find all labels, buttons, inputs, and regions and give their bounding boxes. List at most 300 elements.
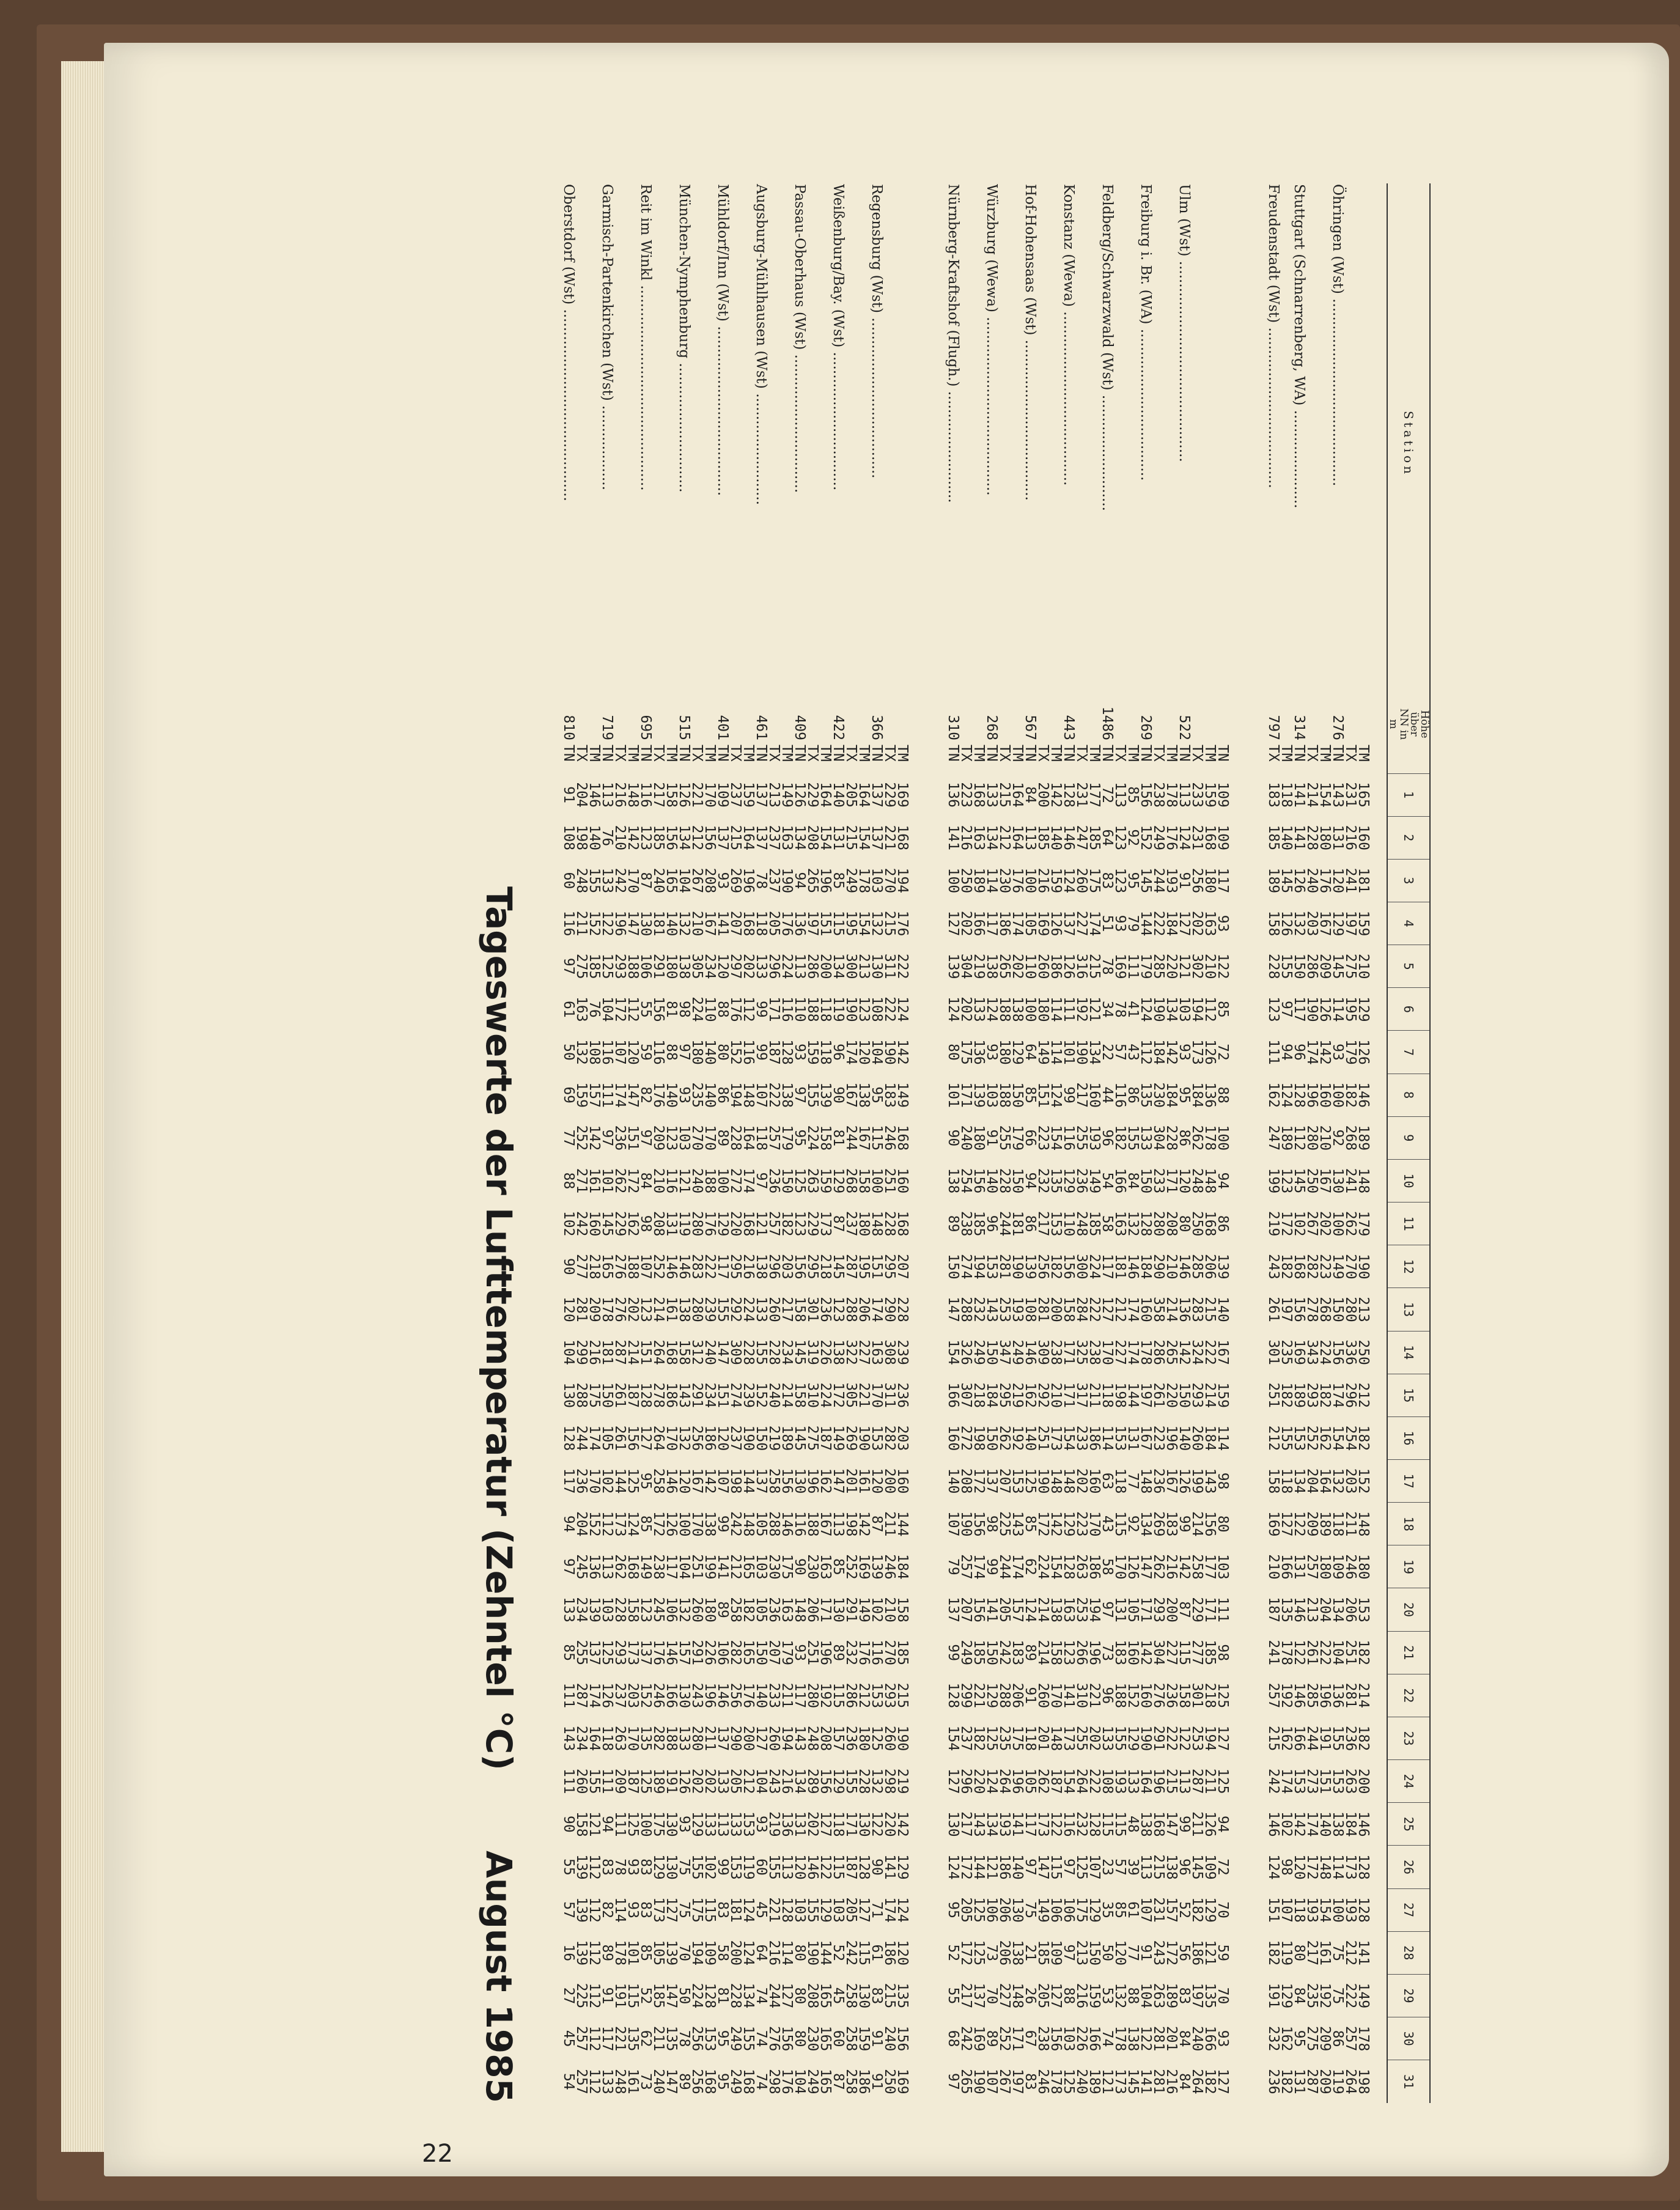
- temperature-cell: 165: [740, 1554, 756, 1580]
- day-header: 30: [1387, 2017, 1430, 2060]
- temperature-cell: 180: [1317, 825, 1333, 850]
- value-type: TX: [958, 745, 974, 762]
- temperature-cell: 52: [830, 1944, 846, 1962]
- temperature-cell: 142: [702, 1468, 718, 1494]
- temperature-cell: 130: [792, 1468, 808, 1494]
- temperature-cell: 41: [1125, 1001, 1141, 1018]
- temperature-cell: 111: [599, 1082, 615, 1108]
- value-type: TX: [766, 745, 782, 762]
- temperature-cell: 186: [1086, 1554, 1102, 1580]
- value-type: TX: [650, 745, 666, 762]
- temperature-cell: 221: [689, 782, 705, 808]
- temperature-cell: 120: [561, 1297, 577, 1322]
- temperature-cell: 252: [843, 1554, 859, 1580]
- temperature-cell: 166: [971, 910, 987, 937]
- temperature-cell: 257: [766, 1125, 782, 1151]
- value-type: TX: [728, 745, 743, 762]
- station-name: [1036, 183, 1049, 704]
- temperature-cell: 174: [1009, 1554, 1025, 1580]
- station-altitude: 461: [753, 715, 769, 740]
- temperature-cell: 126: [676, 782, 692, 808]
- day-header: 8: [1387, 1074, 1430, 1116]
- temperature-cell: 186: [1189, 1940, 1205, 1966]
- temperature-cell: 138: [1163, 1854, 1179, 1880]
- temperature-cell: 108: [561, 825, 577, 850]
- temperature-cell: 172: [830, 1382, 846, 1409]
- temperature-cell: 227: [1112, 1339, 1128, 1365]
- temperature-cell: 150: [945, 1254, 961, 1280]
- temperature-cell: 60: [753, 1858, 769, 1876]
- temperature-cell: 137: [753, 1468, 769, 1494]
- station-name: Konstanz (Wewa) .......................................: [1061, 184, 1077, 486]
- temperature-cell: 197: [1009, 2069, 1025, 2094]
- temperature-cell: 179: [1343, 1039, 1358, 1065]
- temperature-cell: 139: [971, 1082, 987, 1108]
- temperature-cell: 94: [1215, 1815, 1231, 1833]
- temperature-cell: 187: [625, 1382, 641, 1409]
- temperature-cell: 134: [984, 1811, 1000, 1837]
- temperature-cell: 182: [1355, 1725, 1371, 1751]
- temperature-cell: 122: [1176, 1725, 1192, 1751]
- temperature-cell: 326: [958, 1339, 974, 1365]
- temperature-cell: 197: [1278, 1297, 1294, 1322]
- temperature-cell: 236: [843, 1725, 859, 1751]
- temperature-cell: 206: [1202, 1254, 1218, 1280]
- station-altitude: [1011, 704, 1023, 744]
- temperature-cell: 137: [869, 825, 885, 850]
- temperature-cell: 242: [612, 867, 628, 894]
- temperature-cell: 304: [1151, 1640, 1166, 1665]
- temperature-cell: 252: [650, 1254, 666, 1280]
- temperature-cell: 262: [1035, 1768, 1051, 1794]
- temperature-cell: 194: [971, 1254, 987, 1280]
- temperature-cell: 156: [1048, 2025, 1064, 2052]
- temperature-cell: 182: [779, 1210, 795, 1237]
- temperature-cell: 173: [1061, 1725, 1077, 1751]
- temperature-cell: 185: [650, 1983, 666, 2009]
- temperature-cell: 207: [997, 1468, 1012, 1494]
- temperature-cell: 117: [599, 2025, 615, 2052]
- temperature-cell: 178: [1138, 1339, 1154, 1365]
- temperature-cell: 170: [702, 782, 718, 808]
- temperature-cell: 210: [612, 825, 628, 850]
- table-row: [1126, 183, 1139, 2103]
- temperature-cell: 240: [702, 1339, 718, 1365]
- temperature-cell: 293: [882, 1682, 897, 1709]
- value-type: TN: [869, 745, 885, 762]
- temperature-cell: 154: [1330, 1425, 1346, 1451]
- station-altitude: [1152, 704, 1165, 744]
- temperature-cell: 99: [715, 1515, 731, 1533]
- table-row: [754, 183, 767, 2103]
- station-name: Oberstdorf (Wst) ...........................................: [561, 184, 577, 501]
- temperature-cell: 145: [1278, 867, 1294, 894]
- temperature-cell: 176: [702, 1210, 718, 1237]
- temperature-cell: 170: [689, 1511, 705, 1537]
- temperature-cell: 128: [1355, 1897, 1371, 1923]
- temperature-cell: 217: [958, 1983, 974, 2009]
- temperature-cell: 124: [740, 1897, 756, 1923]
- temperature-cell: 258: [1189, 1554, 1205, 1580]
- temperature-cell: 276: [612, 1297, 628, 1322]
- temperature-cell: 107: [612, 1039, 628, 1065]
- temperature-cell: 174: [1304, 1811, 1320, 1837]
- temperature-cell: 132: [676, 1597, 692, 1623]
- station-name: [972, 183, 985, 704]
- temperature-cell: 167: [1317, 1168, 1333, 1194]
- temperature-cell: 127: [753, 1725, 769, 1751]
- temperature-cell: 125: [984, 1725, 1000, 1751]
- temperature-cell: 99: [715, 1858, 731, 1876]
- temperature-cell: 209: [1304, 1511, 1320, 1537]
- temperature-cell: 179: [779, 1640, 795, 1665]
- table-header-row: [1387, 183, 1430, 2103]
- temperature-cell: 291: [689, 1640, 705, 1665]
- temperature-cell: 126: [1202, 1811, 1218, 1837]
- table-row: [1011, 183, 1023, 2103]
- value-type: TM: [856, 745, 872, 762]
- temperature-cell: 78: [676, 2030, 692, 2047]
- temperature-cell: 200: [1035, 782, 1051, 808]
- temperature-cell: 76: [599, 829, 615, 847]
- temperature-cell: 234: [573, 1725, 589, 1751]
- temperature-cell: 281: [1151, 2069, 1166, 2094]
- temperature-cell: 170: [1086, 1511, 1102, 1537]
- temperature-cell: 240: [958, 1125, 974, 1151]
- temperature-cell: 136: [1202, 1082, 1218, 1108]
- temperature-cell: 222: [1151, 910, 1166, 937]
- temperature-cell: 59: [638, 1044, 654, 1061]
- table-row: [562, 183, 575, 2103]
- temperature-cell: 257: [766, 1210, 782, 1237]
- temperature-cell: 75: [1330, 1987, 1346, 2005]
- temperature-cell: 144: [817, 1940, 833, 1966]
- temperature-cell: 206: [997, 1940, 1012, 1966]
- temperature-cell: 127: [779, 1983, 795, 2009]
- temperature-cell: 176: [894, 910, 910, 937]
- station-name: [665, 183, 677, 704]
- temperature-cell: 255: [1074, 1725, 1089, 1751]
- temperature-cell: 163: [1061, 1597, 1077, 1623]
- temperature-cell: 236: [1151, 1468, 1166, 1494]
- temperature-cell: 214: [1202, 1382, 1218, 1409]
- temperature-cell: 224: [779, 953, 795, 979]
- table-row: [1049, 183, 1062, 2103]
- temperature-cell: 182: [1343, 1082, 1358, 1108]
- temperature-cell: 178: [1112, 2025, 1128, 2052]
- temperature-cell: 287: [573, 1682, 589, 1709]
- temperature-cell: 176: [728, 996, 743, 1022]
- temperature-cell: 236: [1343, 1725, 1358, 1751]
- temperature-cell: 152: [586, 1511, 602, 1537]
- temperature-cell: 202: [625, 1297, 641, 1322]
- temperature-cell: 198: [573, 825, 589, 850]
- temperature-cell: 295: [997, 1382, 1012, 1409]
- temperature-cell: 129: [689, 1811, 705, 1837]
- temperature-cell: 162: [1266, 1082, 1281, 1108]
- temperature-cell: 172: [625, 1168, 641, 1194]
- temperature-cell: 172: [1163, 1940, 1179, 1966]
- value-type: TM: [1278, 745, 1294, 762]
- temperature-cell: 230: [997, 867, 1012, 894]
- temperature-cell: 162: [1022, 1382, 1038, 1409]
- temperature-cell: 135: [894, 1983, 910, 2009]
- temperature-cell: 206: [1343, 1597, 1358, 1623]
- temperature-cell: 287: [612, 1339, 628, 1365]
- temperature-cell: 228: [728, 1125, 743, 1151]
- temperature-cell: 168: [894, 1125, 910, 1151]
- temperature-cell: 137: [753, 782, 769, 808]
- temperature-cell: 74: [753, 2030, 769, 2047]
- temperature-cell: 116: [792, 1511, 808, 1537]
- temperature-cell: 83: [599, 1858, 615, 1876]
- station-altitude: [613, 704, 626, 744]
- temperature-cell: 193: [1112, 1768, 1128, 1794]
- temperature-cell: 141: [1138, 2069, 1154, 2094]
- temperature-cell: 72: [1215, 1858, 1231, 1876]
- temperature-cell: 234: [779, 1339, 795, 1365]
- temperature-cell: 75: [676, 1858, 692, 1876]
- temperature-cell: 39: [1125, 1858, 1141, 1876]
- temperature-cell: 256: [1189, 867, 1205, 894]
- temperature-cell: 97: [676, 1044, 692, 1061]
- temperature-cell: 258: [843, 2025, 859, 2052]
- temperature-cell: 256: [1035, 1254, 1051, 1280]
- temperature-cell: 71: [869, 1901, 885, 1918]
- temperature-cell: 188: [663, 1725, 679, 1751]
- temperature-cell: 116: [1061, 1811, 1077, 1837]
- temperature-cell: 88: [1215, 1086, 1231, 1104]
- temperature-cell: 219: [894, 1768, 910, 1794]
- temperature-cell: 275: [1304, 2025, 1320, 2052]
- temperature-cell: 134: [830, 953, 846, 979]
- temperature-cell: 96: [1176, 1858, 1192, 1876]
- temperature-cell: 150: [1009, 1168, 1025, 1194]
- temperature-cell: 120: [676, 1468, 692, 1494]
- temperature-cell: 174: [843, 1039, 859, 1065]
- station-altitude: [742, 704, 754, 744]
- temperature-cell: 225: [997, 1511, 1012, 1537]
- temperature-cell: 132: [676, 910, 692, 937]
- temperature-cell: 150: [599, 1382, 615, 1409]
- temperature-cell: 189: [1163, 1983, 1179, 2009]
- temperature-cell: 212: [1266, 1425, 1281, 1451]
- temperature-cell: 301: [1266, 1339, 1281, 1365]
- station-name: [1357, 183, 1369, 704]
- temperature-cell: 285: [1189, 1254, 1205, 1280]
- temperature-cell: 122: [817, 1854, 833, 1880]
- station-altitude: [1075, 704, 1088, 744]
- temperature-cell: 148: [740, 1082, 756, 1108]
- temperature-cell: 89: [945, 1215, 961, 1232]
- temperature-cell: 195: [1343, 996, 1358, 1022]
- temperature-cell: 252: [997, 2025, 1012, 2052]
- temperature-cell: 221: [766, 1897, 782, 1923]
- temperature-cell: 178: [1355, 2025, 1371, 2052]
- temperature-cell: 237: [728, 1425, 743, 1451]
- temperature-cell: 173: [1112, 2069, 1128, 2094]
- temperature-cell: 222: [702, 1254, 718, 1280]
- temperature-cell: 174: [882, 1897, 897, 1923]
- day-header: 28: [1387, 1931, 1430, 1974]
- temperature-cell: 199: [1189, 1468, 1205, 1494]
- temperature-cell: 157: [676, 1640, 692, 1665]
- temperature-cell: 244: [997, 1554, 1012, 1580]
- temperature-cell: 132: [1330, 1468, 1346, 1494]
- temperature-cell: 167: [817, 1511, 833, 1537]
- temperature-cell: 143: [1330, 782, 1346, 808]
- temperature-cell: 253: [997, 1297, 1012, 1322]
- temperature-cell: 260: [766, 1725, 782, 1751]
- temperature-cell: 89: [984, 2030, 1000, 2047]
- temperature-cell: 217: [1304, 1940, 1320, 1966]
- temperature-cell: 186: [702, 1425, 718, 1451]
- station-name: [1190, 183, 1203, 704]
- temperature-cell: 229: [1189, 1597, 1205, 1623]
- temperature-cell: 155: [1330, 1725, 1346, 1751]
- temperature-cell: 57: [1112, 1858, 1128, 1876]
- temperature-cell: 178: [856, 867, 872, 894]
- temperature-cell: 188: [805, 996, 820, 1022]
- temperature-cell: 214: [779, 1382, 795, 1409]
- temperature-cell: 238: [1048, 1339, 1064, 1365]
- temperature-cell: 155: [1278, 1425, 1294, 1451]
- height-header-line1: Höhe über: [1408, 710, 1431, 739]
- temperature-cell: 171: [1202, 1597, 1218, 1623]
- temperature-cell: 230: [1151, 1082, 1166, 1108]
- station-altitude: [1203, 704, 1216, 744]
- temperature-cell: 51: [1099, 915, 1115, 932]
- temperature-cell: 167: [1215, 1339, 1231, 1365]
- temperature-cell: 203: [894, 1425, 910, 1451]
- value-type: TX: [1151, 745, 1166, 762]
- temperature-cell: 208: [650, 1210, 666, 1237]
- temperature-cell: 153: [1291, 1768, 1307, 1794]
- temperature-cell: 83: [1176, 1987, 1192, 2005]
- temperature-cell: 174: [1086, 910, 1102, 937]
- temperature-cell: 304: [958, 953, 974, 979]
- station-name: Reit im Winkl ..............................................: [638, 184, 654, 491]
- temperature-cell: 61: [1125, 1901, 1141, 1918]
- temperature-cell: 180: [971, 1125, 987, 1151]
- temperature-cell: 224: [689, 996, 705, 1022]
- table-row: [857, 183, 870, 2103]
- temperature-cell: 78: [753, 872, 769, 890]
- temperature-cell: 148: [1061, 1468, 1077, 1494]
- table-row: [793, 183, 806, 2103]
- temperature-cell: 222: [1317, 1640, 1333, 1665]
- temperature-cell: 113: [1176, 1768, 1192, 1794]
- temperature-cell: 172: [971, 1468, 987, 1494]
- temperature-cell: 160: [1086, 1468, 1102, 1494]
- temperature-cell: 94: [599, 1815, 615, 1833]
- temperature-cell: 199: [702, 1554, 718, 1580]
- value-type: TM: [663, 745, 679, 762]
- temperature-cell: 182: [1048, 1254, 1064, 1280]
- temperature-cell: 124: [894, 1897, 910, 1923]
- value-type: TM: [779, 745, 795, 762]
- value-type: TN: [830, 745, 846, 762]
- table-row: [806, 183, 819, 2103]
- temperature-cell: 149: [1035, 1897, 1051, 1923]
- temperature-cell: 129: [1355, 996, 1371, 1022]
- temperature-cell: 138: [830, 1339, 846, 1365]
- temperature-cell: 211: [1189, 1811, 1205, 1837]
- temperature-cell: 276: [766, 2025, 782, 2052]
- temperature-cell: 138: [984, 953, 1000, 979]
- temperature-cell: 138: [1125, 2025, 1141, 2052]
- temperature-cell: 169: [1035, 910, 1051, 937]
- temperature-cell: 124: [1022, 1597, 1038, 1623]
- temperature-cell: 148: [1048, 1725, 1064, 1751]
- temperature-cell: 219: [766, 1811, 782, 1837]
- temperature-cell: 146: [715, 1682, 731, 1709]
- temperature-cell: 204: [573, 782, 589, 808]
- temperature-cell: 169: [856, 1554, 872, 1580]
- day-header: 2: [1387, 816, 1430, 859]
- temperature-cell: 131: [792, 1811, 808, 1837]
- station-name: Hof-Hohensaas (Wst) ....................................: [1022, 184, 1038, 501]
- temperature-cell: 282: [650, 1725, 666, 1751]
- temperature-cell: 73: [1099, 1644, 1115, 1662]
- temperature-cell: 219: [1009, 1382, 1025, 1409]
- temperature-cell: 113: [830, 1511, 846, 1537]
- temperature-cell: 115: [1112, 1811, 1128, 1837]
- temperature-cell: 200: [1048, 1297, 1064, 1322]
- temperature-cell: 305: [689, 953, 705, 979]
- temperature-cell: 99: [1176, 1515, 1192, 1533]
- temperature-cell: 158: [894, 1597, 910, 1623]
- temperature-cell: 69: [561, 1086, 577, 1104]
- temperature-cell: 107: [1086, 1854, 1102, 1880]
- temperature-cell: 120: [869, 1468, 885, 1494]
- day-header: 27: [1387, 1888, 1430, 1931]
- temperature-cell: 169: [894, 782, 910, 808]
- temperature-cell: 155: [586, 867, 602, 894]
- temperature-cell: 190: [740, 1425, 756, 1451]
- temperature-cell: 117: [792, 1682, 808, 1709]
- temperature-cell: 288: [843, 1297, 859, 1322]
- temperature-cell: 119: [1278, 1940, 1294, 1966]
- temperature-cell: 94: [1215, 1172, 1231, 1190]
- temperature-cell: 145: [1330, 953, 1346, 979]
- temperature-cell: 176: [1009, 867, 1025, 894]
- temperature-cell: 109: [1215, 825, 1231, 850]
- temperature-cell: 260: [689, 1597, 705, 1623]
- temperature-cell: 158: [573, 1811, 589, 1837]
- temperature-cell: 125: [638, 1768, 654, 1794]
- station-altitude: 797: [1266, 715, 1281, 740]
- temperature-cell: 115: [830, 1682, 846, 1709]
- station-altitude: [729, 704, 742, 744]
- temperature-cell: 215: [1202, 1297, 1218, 1322]
- day-header: 21: [1387, 1631, 1430, 1674]
- temperature-cell: 107: [715, 1468, 731, 1494]
- temperature-cell: 146: [1176, 1254, 1192, 1280]
- temperature-cell: 128: [779, 1897, 795, 1923]
- temperature-cell: 126: [599, 1682, 615, 1709]
- temperature-cell: 134: [792, 825, 808, 850]
- temperature-cell: 105: [650, 1940, 666, 1966]
- temperature-cell: 236: [612, 1125, 628, 1151]
- temperature-cell: 293: [612, 1640, 628, 1665]
- temperature-cell: 185: [650, 825, 666, 850]
- temperature-cell: 283: [689, 1254, 705, 1280]
- table-row: [665, 183, 677, 2103]
- temperature-cell: 186: [882, 1940, 897, 1966]
- temperature-cell: 138: [1138, 1811, 1154, 1837]
- temperature-cell: 254: [958, 1168, 974, 1194]
